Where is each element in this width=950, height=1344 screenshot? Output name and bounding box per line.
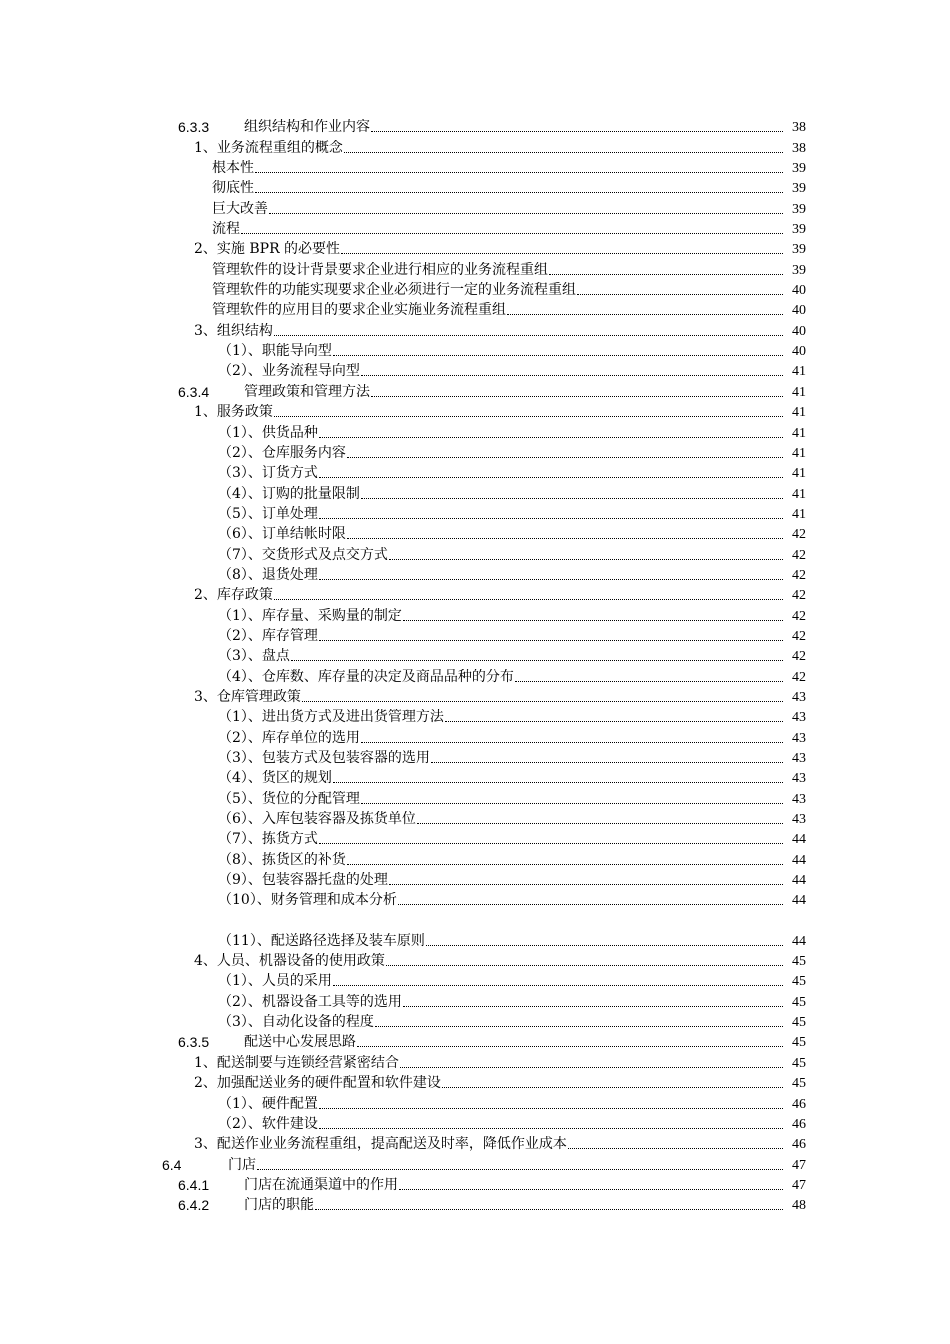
toc-entry[interactable]	[0, 564, 806, 584]
toc-entry-text: 管理政策和管理方法	[244, 383, 370, 400]
toc-dot-leader	[515, 680, 783, 682]
toc-entry[interactable]	[0, 970, 806, 990]
toc-entry-text: 2、加强配送业务的硬件配置和软件建设	[194, 1075, 441, 1092]
toc-entry-text: （2）、机器设备工具等的选用	[218, 993, 402, 1010]
toc-page-number: 43	[792, 689, 806, 705]
toc-entry-text: 1、业务流程重组的概念	[194, 139, 343, 156]
toc-page-number: 45	[792, 994, 806, 1010]
toc-entry[interactable]	[0, 686, 806, 706]
toc-entry-text: 门店的职能	[244, 1197, 314, 1214]
toc-dot-leader	[361, 497, 783, 499]
toc-entry-text: （7）、拣货方式	[218, 831, 318, 848]
toc-entry[interactable]	[0, 319, 806, 339]
toc-entry[interactable]	[0, 1153, 806, 1173]
toc-entry-title	[218, 669, 784, 686]
toc-entry-text: 1、服务政策	[194, 404, 273, 421]
toc-entry-title	[218, 770, 784, 787]
toc-entry-title	[212, 262, 784, 279]
toc-page-number: 40	[792, 323, 806, 339]
toc-entry[interactable]	[0, 889, 806, 909]
toc-entry[interactable]	[0, 584, 806, 604]
toc-dot-leader	[274, 598, 783, 600]
toc-entry-title	[218, 892, 784, 909]
toc-entry-title	[212, 221, 784, 238]
toc-entry[interactable]	[0, 1174, 806, 1194]
toc-entry-title	[218, 547, 784, 564]
toc-entry-title	[218, 363, 784, 380]
toc-entry-title	[218, 852, 784, 869]
toc-entry[interactable]	[0, 1092, 806, 1112]
toc-entry[interactable]	[0, 990, 806, 1010]
toc-page-number: 39	[792, 242, 806, 258]
toc-page-number: 48	[792, 1198, 806, 1214]
toc-page-number: 42	[792, 567, 806, 583]
toc-entry-text: （7）、交货形式及点交方式	[218, 546, 388, 563]
toc-entry-title	[194, 1075, 784, 1092]
toc-entry[interactable]	[0, 218, 806, 238]
toc-entry[interactable]	[0, 1113, 806, 1133]
toc-entry-number: 6.3.5	[178, 1034, 210, 1051]
toc-entry-text: （8）、拣货区的补货	[218, 851, 346, 868]
toc-page-number: 40	[792, 283, 806, 299]
toc-page-number: 39	[792, 222, 806, 238]
toc-entry-text: （4）、货区的规划	[218, 770, 332, 787]
toc-page-number: 44	[792, 852, 806, 868]
toc-entry-title	[218, 973, 784, 990]
toc-entry[interactable]	[0, 543, 806, 563]
toc-entry[interactable]	[0, 604, 806, 624]
toc-entry-title	[218, 486, 784, 503]
toc-dot-leader	[347, 863, 783, 865]
toc-entry[interactable]	[0, 767, 806, 787]
toc-page-number: 42	[792, 649, 806, 665]
toc-entry-title	[194, 953, 784, 970]
toc-entry-title	[194, 1136, 784, 1153]
toc-entry[interactable]	[0, 1133, 806, 1153]
toc-entry[interactable]	[0, 808, 806, 828]
toc-entry-text: （11）、配送路径选择及装车原则	[218, 932, 425, 949]
toc-entry-text: 2、实施 BPR 的必要性	[194, 241, 341, 258]
toc-entry-text: 门店在流通渠道中的作用	[244, 1176, 398, 1193]
toc-entry-text: （2）、仓库服务内容	[218, 444, 346, 461]
toc-page-number: 43	[792, 791, 806, 807]
toc-entry[interactable]	[0, 482, 806, 502]
toc-page-number: 47	[792, 1157, 806, 1173]
toc-entry[interactable]	[0, 462, 806, 482]
toc-page-number: 42	[792, 527, 806, 543]
toc-entry-number: 6.3.4	[178, 383, 210, 400]
toc-entry-text: 巨大改善	[212, 200, 268, 217]
toc-dot-leader	[333, 781, 783, 783]
toc-page-number: 42	[792, 547, 806, 563]
toc-dot-leader	[274, 334, 783, 336]
toc-dot-leader	[549, 273, 783, 275]
toc-entry-text: 管理软件的应用目的要求企业实施业务流程重组	[212, 302, 506, 319]
toc-dot-leader	[319, 639, 783, 641]
toc-entry-text: （2）、库存管理	[218, 627, 318, 644]
toc-page-number: 45	[792, 1035, 806, 1051]
toc-entry-title	[218, 343, 784, 360]
toc-entry-text: （1）、硬件配置	[218, 1095, 318, 1112]
toc-page-number: 45	[792, 974, 806, 990]
toc-dot-leader	[255, 191, 783, 193]
toc-entry-text: （1）、库存量、采购量的制定	[218, 607, 402, 624]
toc-entry-text: 组织结构和作业内容	[244, 119, 370, 136]
toc-page-number: 45	[792, 1015, 806, 1031]
toc-page-number: 41	[792, 506, 806, 522]
toc-entry-number: 6.4.2	[178, 1197, 210, 1214]
toc-entry-title	[218, 750, 784, 767]
toc-entry-title	[218, 1096, 784, 1113]
toc-entry-title	[178, 1197, 784, 1214]
toc-entry-title	[178, 119, 784, 136]
toc-dot-leader	[371, 130, 783, 132]
toc-entry-title	[218, 791, 784, 808]
toc-dot-leader	[319, 578, 783, 580]
toc-page-number: 43	[792, 771, 806, 787]
toc-entry[interactable]	[0, 238, 806, 258]
toc-dot-leader	[507, 313, 783, 315]
toc-entry-text: 门店	[228, 1156, 256, 1173]
toc-entry-title	[218, 425, 784, 442]
toc-entry-title	[178, 384, 784, 401]
toc-dot-leader	[361, 802, 783, 804]
toc-dot-leader	[347, 456, 783, 458]
toc-entry-title	[212, 302, 784, 319]
toc-entry-title	[194, 241, 784, 258]
toc-entry-title	[218, 445, 784, 462]
toc-entry[interactable]	[0, 116, 806, 136]
toc-entry[interactable]	[0, 1031, 806, 1051]
toc-entry[interactable]	[0, 421, 806, 441]
toc-entry[interactable]	[0, 869, 806, 889]
toc-entry-text: 3、配送作业业务流程重组，提高配送及时率，降低作业成本	[194, 1136, 567, 1153]
toc-entry-text: 根本性	[212, 160, 254, 177]
toc-entry-text: （3）、盘点	[218, 648, 290, 665]
toc-entry[interactable]	[0, 380, 806, 400]
toc-dot-leader	[389, 883, 783, 885]
toc-entry-title	[178, 1034, 784, 1051]
toc-dot-leader	[257, 1168, 783, 1170]
toc-entry[interactable]	[0, 157, 806, 177]
toc-entry-title	[194, 140, 784, 157]
toc-entry-text: 管理软件的设计背景要求企业进行相应的业务流程重组	[212, 261, 548, 278]
toc-page-number: 39	[792, 201, 806, 217]
table-of-contents	[0, 116, 806, 1214]
toc-entry-title	[212, 282, 784, 299]
toc-dot-leader	[241, 232, 783, 234]
toc-page-number: 43	[792, 730, 806, 746]
toc-entry-title	[194, 1055, 784, 1072]
toc-entry-title	[218, 811, 784, 828]
toc-dot-leader	[445, 720, 783, 722]
toc-entry[interactable]	[0, 197, 806, 217]
toc-entry-title	[178, 1177, 784, 1194]
toc-dot-leader	[400, 1066, 783, 1068]
toc-entry-text: （4）、订购的批量限制	[218, 485, 360, 502]
toc-dot-leader	[255, 171, 783, 173]
toc-page-number: 45	[792, 1076, 806, 1092]
toc-entry-text: （3）、包装方式及包装容器的选用	[218, 750, 430, 766]
toc-dot-leader	[361, 374, 783, 376]
toc-dot-leader	[389, 558, 783, 560]
toc-page-number: 42	[792, 628, 806, 644]
toc-page-number: 41	[792, 486, 806, 502]
toc-entry-text: （8）、退货处理	[218, 566, 318, 583]
toc-entry-title	[218, 994, 784, 1011]
toc-entry-text: （5）、订单处理	[218, 505, 318, 522]
toc-entry-title	[218, 628, 784, 645]
toc-entry-title	[194, 323, 784, 340]
toc-dot-leader	[398, 903, 783, 905]
toc-entry-text: （2）、软件建设	[218, 1115, 318, 1132]
toc-page-number: 39	[792, 181, 806, 197]
toc-entry-text: 4、人员、机器设备的使用政策	[194, 953, 385, 970]
toc-dot-leader	[333, 984, 783, 986]
toc-entry-title	[218, 933, 784, 950]
toc-dot-leader	[386, 964, 783, 966]
toc-entry[interactable]	[0, 1194, 806, 1214]
toc-entry[interactable]	[0, 258, 806, 278]
toc-page-number: 39	[792, 262, 806, 278]
toc-page-number: 44	[792, 893, 806, 909]
toc-entry-title	[218, 506, 784, 523]
toc-entry-text: （2）、业务流程导向型	[218, 363, 360, 380]
toc-page-number: 43	[792, 812, 806, 828]
toc-entry[interactable]	[0, 503, 806, 523]
toc-dot-leader	[274, 415, 783, 417]
toc-dot-leader	[357, 1045, 783, 1047]
toc-entry-text: （5）、货位的分配管理	[218, 790, 360, 807]
toc-dot-leader	[341, 252, 783, 254]
toc-entry[interactable]	[0, 299, 806, 319]
toc-entry[interactable]	[0, 523, 806, 543]
toc-entry-text: （9）、包装容器托盘的处理	[218, 872, 388, 889]
toc-entry[interactable]	[0, 828, 806, 848]
toc-entry-text: 配送中心发展思路	[244, 1034, 356, 1051]
toc-entry-text: （1）、供货品种	[218, 424, 318, 441]
toc-page-number: 44	[792, 873, 806, 889]
toc-entry-title	[218, 465, 784, 482]
toc-page-number: 41	[792, 445, 806, 461]
toc-entry-title	[218, 1116, 784, 1133]
toc-page-number: 42	[792, 608, 806, 624]
toc-dot-leader	[577, 293, 783, 295]
toc-entry-title	[218, 608, 784, 625]
toc-entry-text: （3）、订货方式	[218, 465, 318, 482]
toc-dot-leader	[442, 1086, 783, 1088]
toc-page-number: 43	[792, 710, 806, 726]
toc-dot-leader	[347, 537, 783, 539]
toc-entry-title	[218, 526, 784, 543]
toc-entry[interactable]	[0, 340, 806, 360]
toc-entry-text: （6）、订单结帐时限	[218, 526, 346, 543]
toc-dot-leader	[319, 476, 783, 478]
toc-entry-title	[212, 160, 784, 177]
toc-entry-text: （1）、进出货方式及进出货管理方法	[218, 709, 444, 726]
toc-page-number: 41	[792, 364, 806, 380]
toc-entry-text: 1、配送制要与连锁经营紧密结合	[194, 1054, 399, 1071]
toc-entry[interactable]	[0, 136, 806, 156]
toc-entry-title	[194, 689, 784, 706]
toc-entry[interactable]	[0, 726, 806, 746]
toc-page-number: 43	[792, 751, 806, 766]
toc-entry-text: 2、库存政策	[194, 587, 273, 604]
toc-dot-leader	[302, 700, 783, 702]
toc-entry[interactable]	[0, 747, 806, 767]
toc-entry[interactable]	[0, 177, 806, 197]
toc-entry-title	[212, 201, 784, 218]
toc-entry-text: （10）、财务管理和成本分析	[218, 892, 397, 909]
toc-entry-title	[218, 730, 784, 747]
toc-entry[interactable]	[0, 442, 806, 462]
toc-dot-leader	[319, 1107, 783, 1109]
toc-dot-leader	[431, 761, 783, 763]
toc-entry-number: 6.4	[162, 1156, 182, 1173]
toc-entry-text: 3、组织结构	[194, 322, 273, 339]
toc-entry[interactable]	[0, 706, 806, 726]
toc-dot-leader	[319, 436, 783, 438]
toc-entry-title	[218, 1014, 784, 1031]
toc-entry[interactable]	[0, 360, 806, 380]
toc-page-number: 42	[792, 588, 806, 604]
toc-page-number: 45	[792, 1055, 806, 1071]
toc-dot-leader	[399, 1188, 783, 1190]
toc-entry-text: （6）、入库包装容器及拣货单位	[218, 811, 416, 828]
toc-entry[interactable]	[0, 787, 806, 807]
toc-dot-leader	[403, 619, 783, 621]
toc-entry[interactable]	[0, 401, 806, 421]
toc-page-number: 41	[792, 425, 806, 441]
toc-entry-title	[194, 587, 784, 604]
toc-dot-leader	[361, 741, 783, 743]
toc-page-number: 41	[792, 405, 806, 421]
toc-entry-text: （4）、仓库数、库存量的决定及商品品种的分布	[218, 668, 514, 685]
toc-entry-text: （1）、职能导向型	[218, 343, 332, 360]
toc-entry[interactable]	[0, 625, 806, 645]
toc-page-number: 44	[792, 832, 806, 848]
toc-entry[interactable]	[0, 1051, 806, 1071]
toc-entry-title	[218, 831, 784, 848]
toc-dot-leader	[291, 659, 783, 661]
toc-dot-leader	[319, 842, 783, 844]
toc-entry-text: （3）、自动化设备的程度	[218, 1014, 374, 1031]
toc-dot-leader	[333, 354, 783, 356]
toc-dot-leader	[568, 1147, 783, 1149]
toc-dot-leader	[426, 944, 783, 946]
toc-dot-leader	[417, 822, 783, 824]
toc-entry[interactable]	[0, 848, 806, 868]
toc-page-number: 46	[792, 1096, 806, 1112]
toc-page-number: 47	[792, 1177, 806, 1193]
toc-dot-leader	[403, 1005, 783, 1007]
toc-page-number: 44	[792, 933, 806, 949]
toc-entry-title	[162, 1157, 784, 1174]
toc-page-number: 40	[792, 303, 806, 319]
toc-entry-title	[212, 180, 784, 197]
toc-entry[interactable]	[0, 929, 806, 949]
toc-page-number: 46	[792, 1137, 806, 1153]
toc-dot-leader	[315, 1208, 783, 1210]
toc-dot-leader	[319, 1127, 783, 1129]
toc-entry-text: 管理软件的功能实现要求企业必须进行一定的业务流程重组	[212, 282, 576, 299]
toc-entry-text: （2）、库存单位的选用	[218, 729, 360, 746]
toc-page-number: 46	[792, 1116, 806, 1132]
toc-entry-text: （1）、人员的采用	[218, 973, 332, 990]
toc-entry-title	[218, 872, 784, 889]
toc-entry[interactable]	[0, 950, 806, 970]
toc-page-number: 38	[792, 140, 806, 156]
toc-page-number: 38	[792, 120, 806, 136]
toc-page-number: 41	[792, 466, 806, 482]
toc-entry-text: 彻底性	[212, 180, 254, 197]
toc-entry-title	[194, 404, 784, 421]
toc-page-number: 42	[792, 669, 806, 685]
toc-entry[interactable]	[0, 279, 806, 299]
toc-entry[interactable]	[0, 1011, 806, 1031]
toc-dot-leader	[375, 1025, 783, 1027]
toc-page-number: 40	[792, 344, 806, 360]
toc-entry-title	[218, 709, 784, 726]
toc-entry[interactable]	[0, 1072, 806, 1092]
toc-entry-title	[218, 648, 784, 665]
toc-page-number: 39	[792, 161, 806, 177]
toc-dot-leader	[371, 395, 783, 397]
toc-entry-text: 流程	[212, 221, 240, 238]
toc-dot-leader	[344, 151, 783, 153]
toc-page-number: 41	[792, 384, 806, 400]
toc-entry-text: 3、仓库管理政策	[194, 688, 301, 705]
toc-entry-title	[218, 567, 784, 584]
toc-entry-number: 6.3.3	[178, 119, 210, 136]
toc-dot-leader	[319, 517, 783, 519]
toc-entry[interactable]	[0, 665, 806, 685]
toc-dot-leader	[269, 212, 783, 214]
toc-entry-number: 6.4.1	[178, 1176, 210, 1193]
toc-page-number: 45	[792, 954, 806, 970]
toc-entry[interactable]	[0, 645, 806, 665]
